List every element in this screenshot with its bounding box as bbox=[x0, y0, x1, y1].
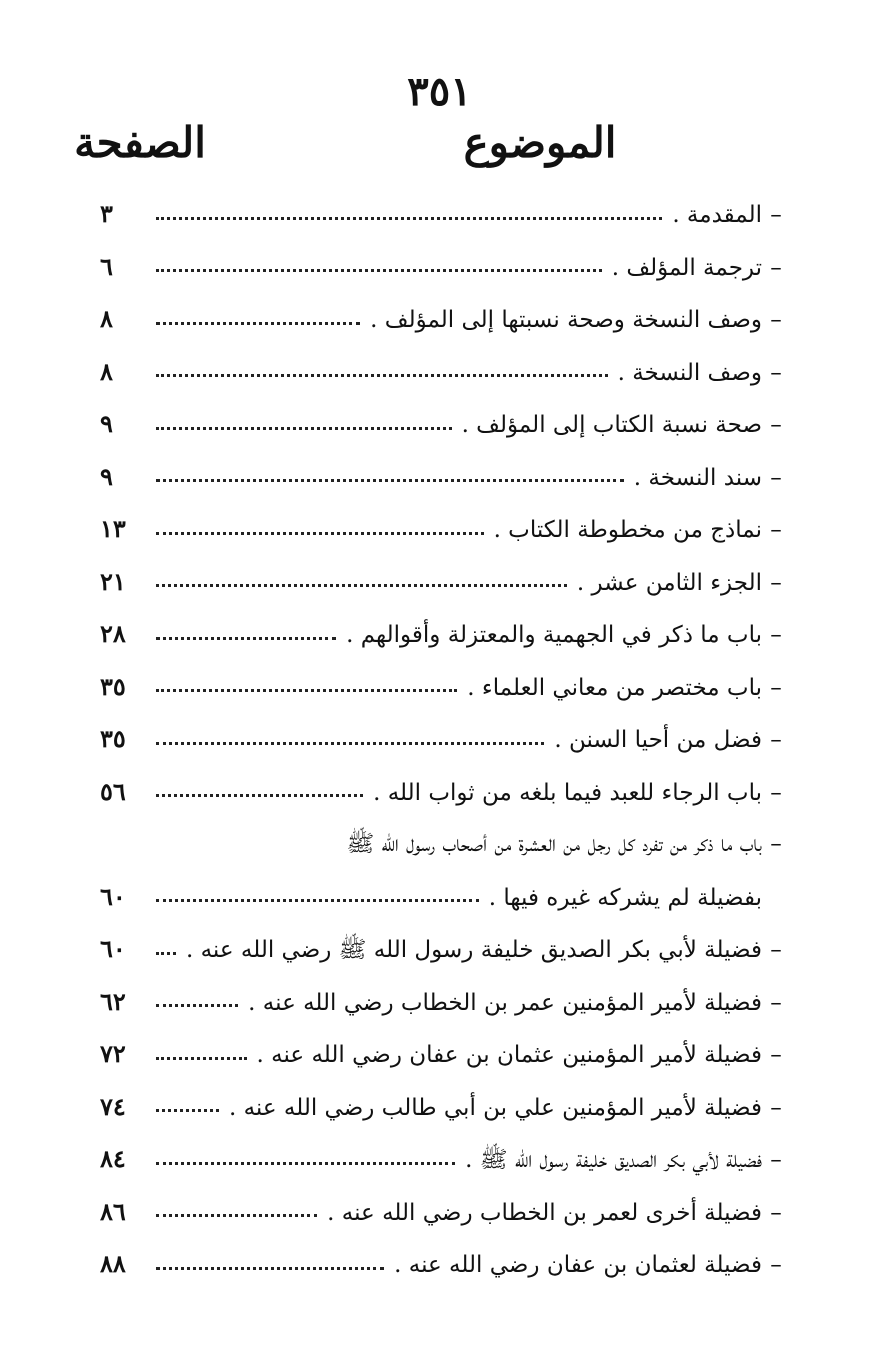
dot-leader bbox=[156, 794, 363, 797]
bullet-dash: – bbox=[770, 1252, 782, 1278]
toc-entry-page: ٣٥ bbox=[100, 671, 126, 701]
bullet-dash: – bbox=[770, 412, 782, 438]
dot-leader bbox=[156, 217, 662, 220]
toc-entry-page: ٨ bbox=[100, 304, 113, 333]
toc-entry-title: فضيلة لأبي بكر الصديق خليفة رسول الله ﷺ . bbox=[465, 1147, 762, 1173]
bullet-dash: – bbox=[770, 1147, 782, 1173]
toc-entry-page: ٩ bbox=[100, 461, 113, 491]
dot-leader bbox=[156, 742, 544, 745]
toc-entry-title: صحة نسبة الكتاب إلى المؤلف . bbox=[461, 412, 762, 438]
dot-leader bbox=[156, 269, 602, 272]
toc-entry-title: فضيلة أخرى لعمر بن الخطاب رضي الله عنه . bbox=[327, 1199, 762, 1226]
dot-leader bbox=[156, 1267, 384, 1270]
bullet-dash: – bbox=[770, 569, 782, 596]
toc-entry bbox=[100, 241, 790, 294]
dot-leader bbox=[156, 1004, 238, 1007]
toc-entry bbox=[100, 398, 790, 451]
bullet-dash: – bbox=[770, 1199, 782, 1226]
dot-leader bbox=[156, 479, 624, 482]
toc-entry bbox=[100, 766, 790, 819]
bullet-dash: – bbox=[770, 674, 782, 701]
toc-entry bbox=[100, 871, 790, 924]
toc-entry-page: ٦ bbox=[100, 251, 113, 281]
toc-entry bbox=[100, 1133, 790, 1186]
toc-entry-title: سند النسخة . bbox=[633, 464, 762, 491]
toc-entry-page: ٩ bbox=[100, 409, 113, 438]
toc-entry-title: الجزء الثامن عشر . bbox=[576, 569, 762, 596]
toc-entry-page: ٨٨ bbox=[100, 1249, 126, 1278]
toc-entry-page: ٥٦ bbox=[100, 776, 126, 806]
dot-leader bbox=[156, 584, 567, 587]
toc-entry-page: ٢١ bbox=[100, 566, 126, 596]
dot-leader bbox=[156, 1162, 455, 1165]
dot-leader bbox=[156, 689, 457, 692]
toc-entry-title: باب ما ذكر في الجهمية والمعتزلة وأقوالهم . bbox=[346, 622, 762, 648]
toc-entry-page: ٧٤ bbox=[100, 1091, 126, 1121]
toc-entry-title: وصف النسخة وصحة نسبتها إلى المؤلف . bbox=[370, 307, 762, 333]
column-header-page: الصفحة bbox=[74, 118, 206, 167]
bullet-dash: – bbox=[770, 937, 782, 963]
toc-entry bbox=[100, 1186, 790, 1239]
bullet-dash: – bbox=[770, 1042, 782, 1068]
toc-entry-title: ترجمة المؤلف . bbox=[611, 254, 762, 281]
toc-entry-title: فضيلة لأبي بكر الصديق خليفة رسول الله ﷺ رضي الله عنه . bbox=[185, 937, 762, 963]
toc-entry bbox=[100, 818, 790, 871]
toc-entry bbox=[100, 293, 790, 346]
table-of-contents bbox=[100, 188, 790, 1291]
toc-entry-title: باب الرجاء للعبد فيما بلغه من ثواب الله . bbox=[373, 779, 762, 806]
bullet-dash: – bbox=[770, 989, 782, 1016]
bullet-dash: – bbox=[770, 307, 782, 333]
toc-entry bbox=[100, 503, 790, 556]
toc-entry-title: وصف النسخة . bbox=[617, 359, 762, 386]
toc-entry bbox=[100, 188, 790, 241]
dot-leader bbox=[156, 952, 176, 955]
toc-entry-page: ٢٨ bbox=[100, 619, 126, 648]
dot-leader bbox=[156, 637, 336, 640]
toc-entry-page: ٨٦ bbox=[100, 1196, 126, 1226]
toc-entry bbox=[100, 661, 790, 714]
toc-entry-title: باب مختصر من معاني العلماء . bbox=[467, 674, 762, 701]
toc-entry-title: فضيلة لأمير المؤمنين عمر بن الخطاب رضي الله عنه . bbox=[248, 989, 762, 1016]
toc-entry-title: فضيلة لأمير المؤمنين عثمان بن عفان رضي الله عنه . bbox=[256, 1042, 762, 1068]
toc-entry bbox=[100, 346, 790, 399]
toc-entry bbox=[100, 1081, 790, 1134]
dot-leader bbox=[156, 374, 608, 377]
bullet-dash: – bbox=[770, 727, 782, 753]
dot-leader bbox=[156, 532, 484, 535]
bullet-dash: – bbox=[770, 464, 782, 491]
toc-entry-title: بفضيلة لم يشركه غيره فيها . bbox=[488, 884, 762, 911]
toc-entry bbox=[100, 976, 790, 1029]
toc-entry bbox=[100, 1028, 790, 1081]
page-number: ٣٥١ bbox=[407, 68, 472, 115]
toc-entry-title: باب ما ذكر من تفرد كل رجل من العشرة من أصحاب رسول الله ﷺ bbox=[346, 831, 762, 857]
dot-leader bbox=[156, 427, 452, 430]
toc-entry-title: فضيلة لعثمان بن عفان رضي الله عنه . bbox=[394, 1252, 762, 1278]
toc-entry-title: فضيلة لأمير المؤمنين علي بن أبي طالب رضي الله عنه . bbox=[228, 1094, 762, 1121]
toc-entry-page: ٦٢ bbox=[100, 986, 126, 1016]
bullet-dash: – bbox=[770, 202, 782, 228]
dot-leader bbox=[156, 1109, 219, 1112]
dot-leader bbox=[156, 322, 360, 325]
toc-entry-title: نماذج من مخطوطة الكتاب . bbox=[493, 517, 762, 543]
toc-entry bbox=[100, 1238, 790, 1291]
bullet-dash: – bbox=[770, 1094, 782, 1121]
column-header-topic: الموضوع bbox=[463, 118, 617, 167]
toc-entry-title: فضل من أحيا السنن . bbox=[554, 727, 762, 753]
bullet-dash: – bbox=[770, 831, 782, 857]
toc-entry-page: ٨٤ bbox=[100, 1144, 126, 1173]
toc-entry-page: ٦٠ bbox=[100, 934, 126, 963]
bullet-dash: – bbox=[770, 359, 782, 386]
bullet-dash: – bbox=[770, 779, 782, 806]
toc-entry bbox=[100, 556, 790, 609]
toc-entry-page: ٣٥ bbox=[100, 724, 126, 753]
toc-entry bbox=[100, 713, 790, 766]
toc-entry bbox=[100, 451, 790, 504]
toc-entry-page: ٣ bbox=[100, 199, 113, 228]
bullet-dash: – bbox=[770, 254, 782, 281]
dot-leader bbox=[156, 1057, 247, 1060]
toc-entry-page: ٦٠ bbox=[100, 881, 126, 911]
bullet-dash: – bbox=[770, 622, 782, 648]
toc-entry bbox=[100, 923, 790, 976]
toc-entry bbox=[100, 608, 790, 661]
toc-entry-title: المقدمة . bbox=[672, 202, 762, 228]
toc-entry-page: ١٣ bbox=[100, 514, 126, 543]
bullet-dash: – bbox=[770, 517, 782, 543]
dot-leader bbox=[156, 1214, 317, 1217]
dot-leader bbox=[156, 899, 479, 902]
toc-entry-page: ٧٢ bbox=[100, 1039, 126, 1068]
toc-entry-page: ٨ bbox=[100, 356, 113, 386]
